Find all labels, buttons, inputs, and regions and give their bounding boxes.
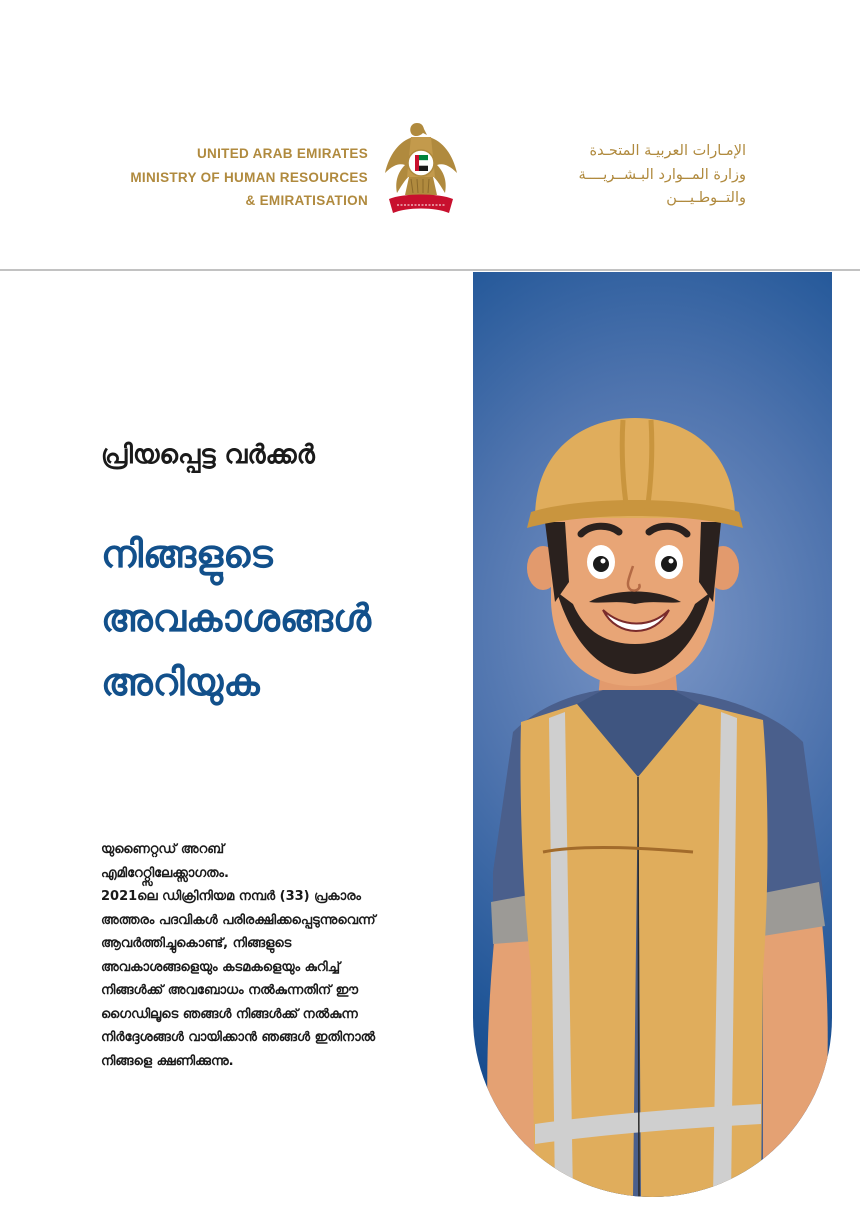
body-line-6: അവകാശങ്ങളെയും കടമകളെയും കുറിച്ച് — [101, 959, 340, 975]
en-line-1: UNITED ARAB EMIRATES — [197, 146, 368, 161]
body-line-10: നിങ്ങളെ ക്ഷണിക്കുന്നു. — [101, 1053, 234, 1069]
body-line-9: നിർദ്ദേശങ്ങൾ വായിക്കാൻ ഞങ്ങൾ ഇതിനാൽ — [101, 1030, 376, 1045]
header-divider — [0, 269, 860, 271]
worker-illustration — [473, 272, 832, 1197]
title-line-1: നിങ്ങളുടെ — [101, 532, 273, 576]
body-line-2: എമിറേറ്റ്സിലേക്ക്സാഗതം. — [101, 865, 229, 881]
greeting-heading: പ്രിയപ്പെട്ട വർക്കർ — [101, 440, 315, 470]
body-line-3: 2021ലെ ഡിക്രിനിയമ നമ്പർ (33) പ്രകാരം — [101, 889, 361, 904]
title-line-3: അറിയുക — [101, 660, 260, 704]
worker-illustration-panel — [473, 272, 832, 1197]
body-line-5: ആവർത്തിച്ചുകൊണ്ട്, നിങ്ങളുടെ — [101, 936, 292, 951]
ar-line-1: الإمـارات العربيـة المتحـدة — [589, 143, 746, 159]
ministry-name-english — [130, 142, 368, 213]
ministry-name-arabic — [476, 140, 746, 211]
ar-line-2: وزارة المــوارد البـشــريــــة — [578, 166, 746, 183]
en-line-3: & EMIRATISATION — [245, 193, 368, 208]
main-title — [101, 522, 371, 714]
ar-line-3: والتــوطـيـــن — [666, 190, 746, 206]
title-line-2: അവകാശങ്ങൾ — [101, 596, 372, 640]
body-line-4: അത്തരം പദവികൾ പരിരക്ഷിക്കപ്പെടുന്നുവെന്ന് — [101, 912, 376, 928]
body-line-7: നിങ്ങൾക്ക് അവബോധം നൽകുന്നതിന് ഈ — [101, 983, 359, 998]
intro-paragraph — [101, 838, 461, 1073]
body-line-1: യുണൈറ്റഡ് അറബ് — [101, 842, 225, 857]
uae-falcon-emblem — [383, 121, 459, 221]
body-line-8: ഗൈഡിലൂടെ ഞങ്ങൾ നിങ്ങൾക്ക് നൽകുന്ന — [101, 1006, 358, 1022]
en-line-2: MINISTRY OF HUMAN RESOURCES — [130, 169, 368, 185]
